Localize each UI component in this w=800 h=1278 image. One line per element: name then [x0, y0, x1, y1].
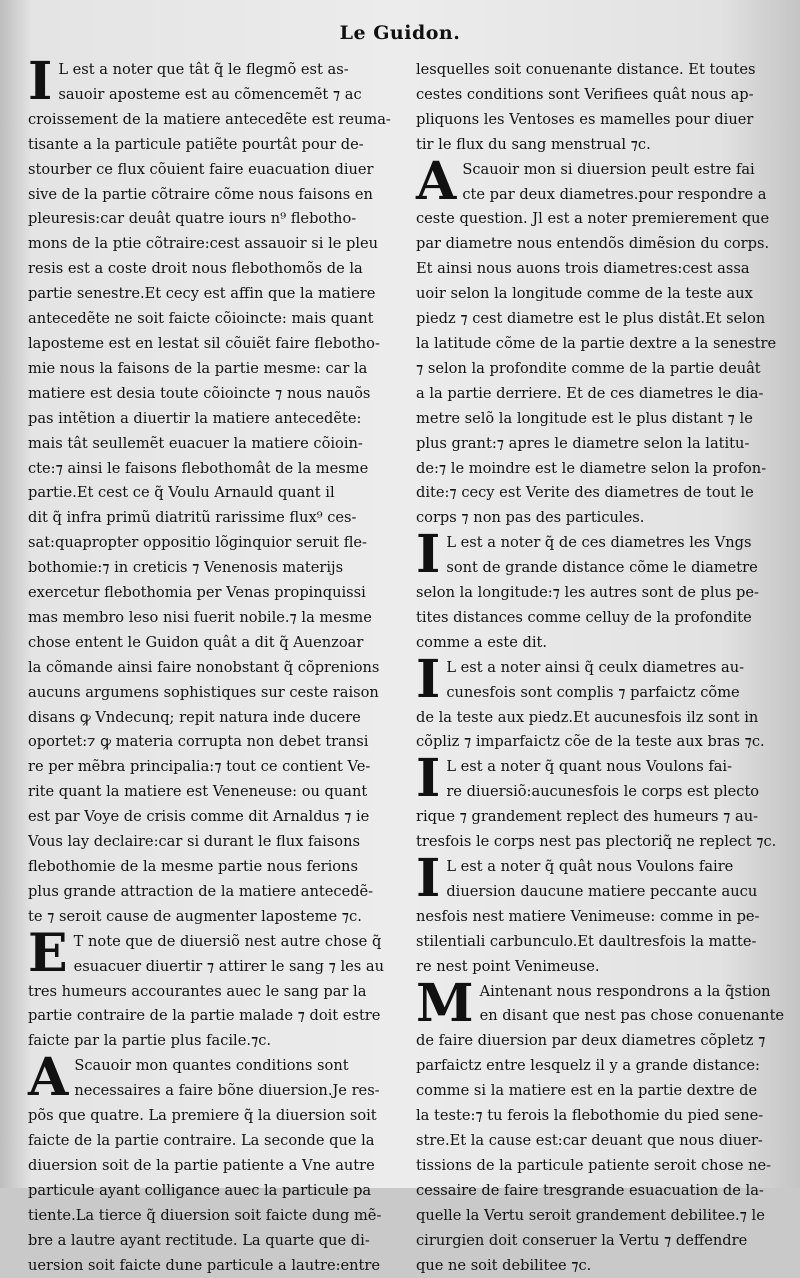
text-line: la latitude cõme de la partie dextre a la senestre [416, 332, 786, 357]
text-line: mas membro leso nisi fuerit nobile.⁊ la mesme [28, 606, 398, 631]
text-line: pleuresis:car deuât quatre iours n⁹ flebotho- [28, 207, 398, 232]
text-line: bothomie:⁊ in creticis ⁊ Venenosis materijs [28, 556, 398, 581]
text-line: flebothomie de la mesme partie nous ferions [28, 855, 398, 880]
text-line: que ne soit debilitee ⁊c. [416, 1254, 786, 1278]
text-line: tisante a la particule patiẽte pourtât pour de- [28, 133, 398, 158]
text-line: lesquelles soit conuenante distance. Et toutes [416, 58, 786, 83]
text-line: Aintenant nous respondrons a la q̃stion [416, 980, 786, 1005]
text-line: comme si la matiere est en la partie dextre de [416, 1079, 786, 1104]
paragraph [28, 58, 398, 930]
text-line: particule ayant colligance auec la particule pa [28, 1179, 398, 1204]
text-line: uoir selon la longitude comme de la teste aux [416, 282, 786, 307]
drop-cap: I [416, 757, 440, 801]
text-line: stilentiali carbunculo.Et daultresfois la matte- [416, 930, 786, 955]
text-line: nesfois nest matiere Venimeuse: comme in pe- [416, 905, 786, 930]
text-line: sive de la partie cõtraire cõme nous faisons en [28, 183, 398, 208]
text-line: pas intẽtion a diuertir la matiere antecedẽte: [28, 407, 398, 432]
text-line: partie contraire de la partie malade ⁊ doit estre [28, 1004, 398, 1029]
text-line: cirurgien doit conseruer la Vertu ⁊ deffendre [416, 1229, 786, 1254]
text-line: ceste question. Jl est a noter premierement que [416, 207, 786, 232]
text-line: diuersion soit de la partie patiente a Vne autre [28, 1154, 398, 1179]
text-line: cessaire de faire tresgrande esuacuation de la- [416, 1179, 786, 1204]
text-line: stre.Et la cause est:car deuant que nous diuer- [416, 1129, 786, 1154]
text-line: uersion soit faicte dune particule a lautre:entre [28, 1254, 398, 1278]
text-line: partie senestre.Et cecy est affin que la matiere [28, 282, 398, 307]
paragraph [416, 158, 786, 532]
text-line: dite:⁊ cecy est Verite des diametres de tout le [416, 481, 786, 506]
drop-cap: M [416, 982, 474, 1026]
text-line: piedz ⁊ cest diametre est le plus distât.Et selon [416, 307, 786, 332]
text-line: aucuns argumens sophistiques sur ceste raison [28, 681, 398, 706]
text-line: tites distances comme celluy de la profondite [416, 606, 786, 631]
text-line: faicte par la partie plus facile.⁊c. [28, 1029, 398, 1054]
text-line: metre selõ la longitude est le plus distant ⁊ le [416, 407, 786, 432]
text-line: antecedẽte ne soit faicte cõioincte: mais quant [28, 307, 398, 332]
text-line: cunesfois sont complis ⁊ parfaictz cõme [416, 681, 786, 706]
text-line: corps ⁊ non pas des particules. [416, 506, 786, 531]
paragraph [28, 1054, 398, 1278]
text-line: selon la longitude:⁊ les autres sont de plus pe- [416, 581, 786, 606]
text-line: tir le flux du sang menstrual ⁊c. [416, 133, 786, 158]
text-line: diuersion daucune matiere peccante aucu [416, 880, 786, 905]
text-line: L est a noter q̃ quât nous Voulons faire [416, 855, 786, 880]
text-line: L est a noter q̃ de ces diametres les Vngs [416, 531, 786, 556]
text-line: bre a lautre ayant rectitude. La quarte que di- [28, 1229, 398, 1254]
text-line: Scauoir mon si diuersion peult estre fai [416, 158, 786, 183]
text-line: ⁊ selon la profondite comme de la partie deuât [416, 357, 786, 382]
text-line: par diametre nous entendõs dimẽsion du corps. [416, 232, 786, 257]
text-line: rite quant la matiere est Veneneuse: ou quant [28, 780, 398, 805]
text-line: re diuersiõ:aucunesfois le corps est plecto [416, 780, 786, 805]
text-line: esuacuer diuertir ⁊ attirer le sang ⁊ les au [28, 955, 398, 980]
text-line: la cõmande ainsi faire nonobstant q̃ cõprenions [28, 656, 398, 681]
text-line: Et ainsi nous auons trois diametres:cest assa [416, 257, 786, 282]
text-line: re nest point Venimeuse. [416, 955, 786, 980]
text-line: de faire diuersion par deux diametres cõpletz ⁊ [416, 1029, 786, 1054]
text-line: cestes conditions sont Verifiees quât nous ap- [416, 83, 786, 108]
text-line: quelle la Vertu seroit grandement debilitee.⁊ le [416, 1204, 786, 1229]
text-line: faicte de la partie contraire. La seconde que la [28, 1129, 398, 1154]
text-line: matiere est desia toute cõioincte ⁊ nous nauõs [28, 382, 398, 407]
text-line: mais tât seullemẽt euacuer la matiere cõioin- [28, 432, 398, 457]
text-line: la teste:⁊ tu ferois la flebothomie du pied sene- [416, 1104, 786, 1129]
paragraph [416, 656, 786, 756]
text-line: de la teste aux piedz.Et aucunesfois ilz sont in [416, 706, 786, 731]
running-header: Le Guidon. [0, 22, 800, 44]
text-line: L est a noter que tât q̃ le flegmõ est as- [28, 58, 398, 83]
text-line: L est a noter q̃ quant nous Voulons fai- [416, 755, 786, 780]
text-line: exercetur flebothomia per Venas propinquissi [28, 581, 398, 606]
text-line: L est a noter ainsi q̃ ceulx diametres au- [416, 656, 786, 681]
text-line: T note que de diuersiõ nest autre chose q̃ [28, 930, 398, 955]
text-line: est par Voye de crisis comme dit Arnaldus ⁊ ie [28, 805, 398, 830]
text-line: rique ⁊ grandement replect des humeurs ⁊ au- [416, 805, 786, 830]
text-line: disans ꝙ Vndecunq; repit natura inde ducere [28, 706, 398, 731]
paragraph [416, 531, 786, 656]
text-line: chose entent le Guidon quât a dit q̃ Auenzoar [28, 631, 398, 656]
text-line: sat:quapropter oppositio lõginquior seruit fle- [28, 531, 398, 556]
text-line: stourber ce flux cõuient faire euacuation diuer [28, 158, 398, 183]
text-line: tres humeurs accourantes auec le sang par la [28, 980, 398, 1005]
drop-cap: E [28, 932, 68, 976]
text-line: cte par deux diametres.pour respondre a [416, 183, 786, 208]
text-line: plus grant:⁊ apres le diametre selon la latitu- [416, 432, 786, 457]
drop-cap: I [416, 857, 440, 901]
text-line: tiente.La tierce q̃ diuersion soit faicte dung mẽ- [28, 1204, 398, 1229]
text-line: tissions de la particule patiente seroit chose ne- [416, 1154, 786, 1179]
text-line: sont de grande distance cõme le diametre [416, 556, 786, 581]
text-line: parfaictz entre lesquelz il y a grande distance: [416, 1054, 786, 1079]
drop-cap: A [416, 160, 456, 204]
drop-cap: I [416, 658, 440, 702]
text-line: croissement de la matiere antecedẽte est reuma- [28, 108, 398, 133]
text-line: tresfois le corps nest pas plectoriq̃ ne replect ⁊c. [416, 830, 786, 855]
text-line: laposteme est en lestat sil cõuiẽt faire flebotho- [28, 332, 398, 357]
text-line: en disant que nest pas chose conuenante [416, 1004, 786, 1029]
text-line: põs que quatre. La premiere q̃ la diuersion soit [28, 1104, 398, 1129]
drop-cap: I [416, 533, 440, 577]
text-line: comme a este dit. [416, 631, 786, 656]
text-line: mons de la ptie cõtraire:cest assauoir si le pleu [28, 232, 398, 257]
text-line: de:⁊ le moindre est le diametre selon la profon- [416, 457, 786, 482]
text-line: a la partie derriere. Et de ces diametres le dia- [416, 382, 786, 407]
text-line: dit q̃ infra primũ diatritũ rarissime flux⁹ ces- [28, 506, 398, 531]
paragraph [416, 980, 786, 1278]
text-line: plus grande attraction de la matiere antecedẽ- [28, 880, 398, 905]
drop-cap: I [28, 60, 52, 104]
text-line: sauoir aposteme est au cõmencemẽt ⁊ ac [28, 83, 398, 108]
text-line: Scauoir mon quantes conditions sont [28, 1054, 398, 1079]
text-line: partie.Et cest ce q̃ Voulu Arnauld quant il [28, 481, 398, 506]
text-line: pliquons les Ventoses es mamelles pour diuer [416, 108, 786, 133]
right-column [416, 58, 786, 1278]
drop-cap: A [28, 1056, 68, 1100]
text-line: necessaires a faire bõne diuersion.Je res- [28, 1079, 398, 1104]
text-line: mie nous la faisons de la partie mesme: car la [28, 357, 398, 382]
text-line: Vous lay declaire:car si durant le flux faisons [28, 830, 398, 855]
paragraph [416, 855, 786, 980]
text-line: resis est a coste droit nous flebothomõs de la [28, 257, 398, 282]
paragraph [416, 58, 786, 158]
left-column [28, 58, 398, 1278]
text-line: cõpliz ⁊ imparfaictz cõe de la teste aux bras ⁊c. [416, 730, 786, 755]
paragraph [28, 930, 398, 1055]
paragraph [416, 755, 786, 855]
text-line: te ⁊ seroit cause de augmenter laposteme ⁊c. [28, 905, 398, 930]
text-line: re per mẽbra principalia:⁊ tout ce contient Ve- [28, 755, 398, 780]
text-line: oportet:⁊ ꝙ materia corrupta non debet transi [28, 730, 398, 755]
text-line: cte:⁊ ainsi le faisons flebothomât de la mesme [28, 457, 398, 482]
